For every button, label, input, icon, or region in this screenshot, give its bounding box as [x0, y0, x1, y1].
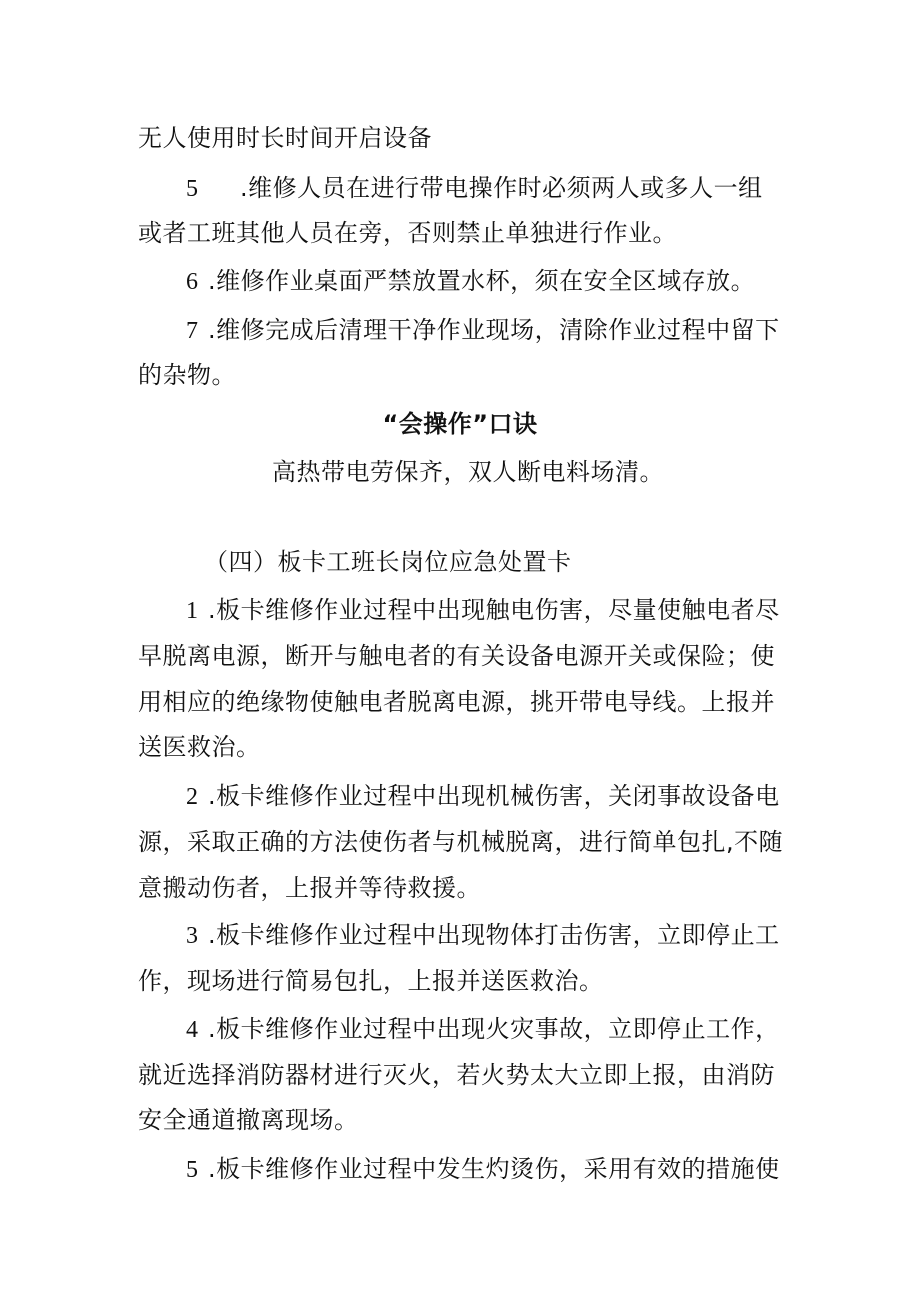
list-item	[186, 1153, 836, 1186]
item-number: 5	[186, 1157, 199, 1183]
text-line: .板卡维修作业过程中出现机械伤害，关闭事故设备电	[208, 782, 780, 810]
item-number: 6	[186, 269, 199, 295]
item-number: 7	[186, 318, 199, 344]
text-line: .维修作业桌面严禁放置水杯，须在安全区域存放。	[208, 267, 756, 295]
item-number: 5	[186, 176, 199, 202]
text-line: 送医救治。	[138, 733, 261, 761]
item-number: 2	[186, 784, 199, 810]
item-number: 3	[186, 923, 199, 949]
list-item	[186, 919, 836, 952]
text-line: .维修完成后清理干净作业现场，清除作业过程中留下	[208, 316, 780, 344]
list-item	[186, 1013, 836, 1046]
mnemonic-title: “会操作”口诀	[382, 410, 538, 438]
text-line: 早脱离电源，断开与触电者的有关设备电源开关或保险；使	[138, 642, 775, 670]
list-item	[186, 172, 836, 205]
item-number: 4	[186, 1017, 199, 1043]
text-line: .维修人员在进行带电操作时必须两人或多人一组	[240, 174, 763, 202]
text-line: 或者工班其他人员在旁，否则禁止单独进行作业。	[138, 219, 677, 247]
text-line: 就近选择消防器材进行灭火，若火势太大立即上报，由消防	[138, 1061, 775, 1089]
text-line: 源，采取正确的方法使伤者与机械脱离，进行简单包扎,不随	[138, 828, 784, 856]
text-line: .板卡维修作业过程中出现物体打击伤害，立即停止工	[208, 921, 780, 949]
text-line: .板卡维修作业过程中出现触电伤害，尽量使触电者尽	[208, 596, 780, 624]
text-line: 安全通道撤离现场。	[138, 1106, 359, 1134]
text-line: .板卡维修作业过程中发生灼烫伤，采用有效的措施使	[208, 1155, 780, 1183]
text-line: 无人使用时长时间开启设备	[138, 124, 432, 152]
section-heading: （四）板卡工班长岗位应急处置卡	[204, 548, 572, 576]
item-number: 1	[186, 598, 199, 624]
text-line: 意搬动伤者，上报并等待救援。	[138, 874, 481, 902]
text-line: 作，现场进行简易包扎，上报并送医救治。	[138, 967, 604, 995]
list-item	[186, 265, 836, 298]
text-line: 的杂物。	[138, 361, 236, 389]
text-line: .板卡维修作业过程中出现火灾事故，立即停止工作，	[208, 1015, 780, 1043]
list-item	[186, 780, 836, 813]
list-item	[186, 594, 836, 627]
text-line: 用相应的绝缘物使触电者脱离电源，挑开带电导线。上报并	[138, 688, 775, 716]
list-item	[186, 314, 836, 347]
mnemonic-text: 高热带电劳保齐，双人断电料场清。	[272, 458, 664, 486]
